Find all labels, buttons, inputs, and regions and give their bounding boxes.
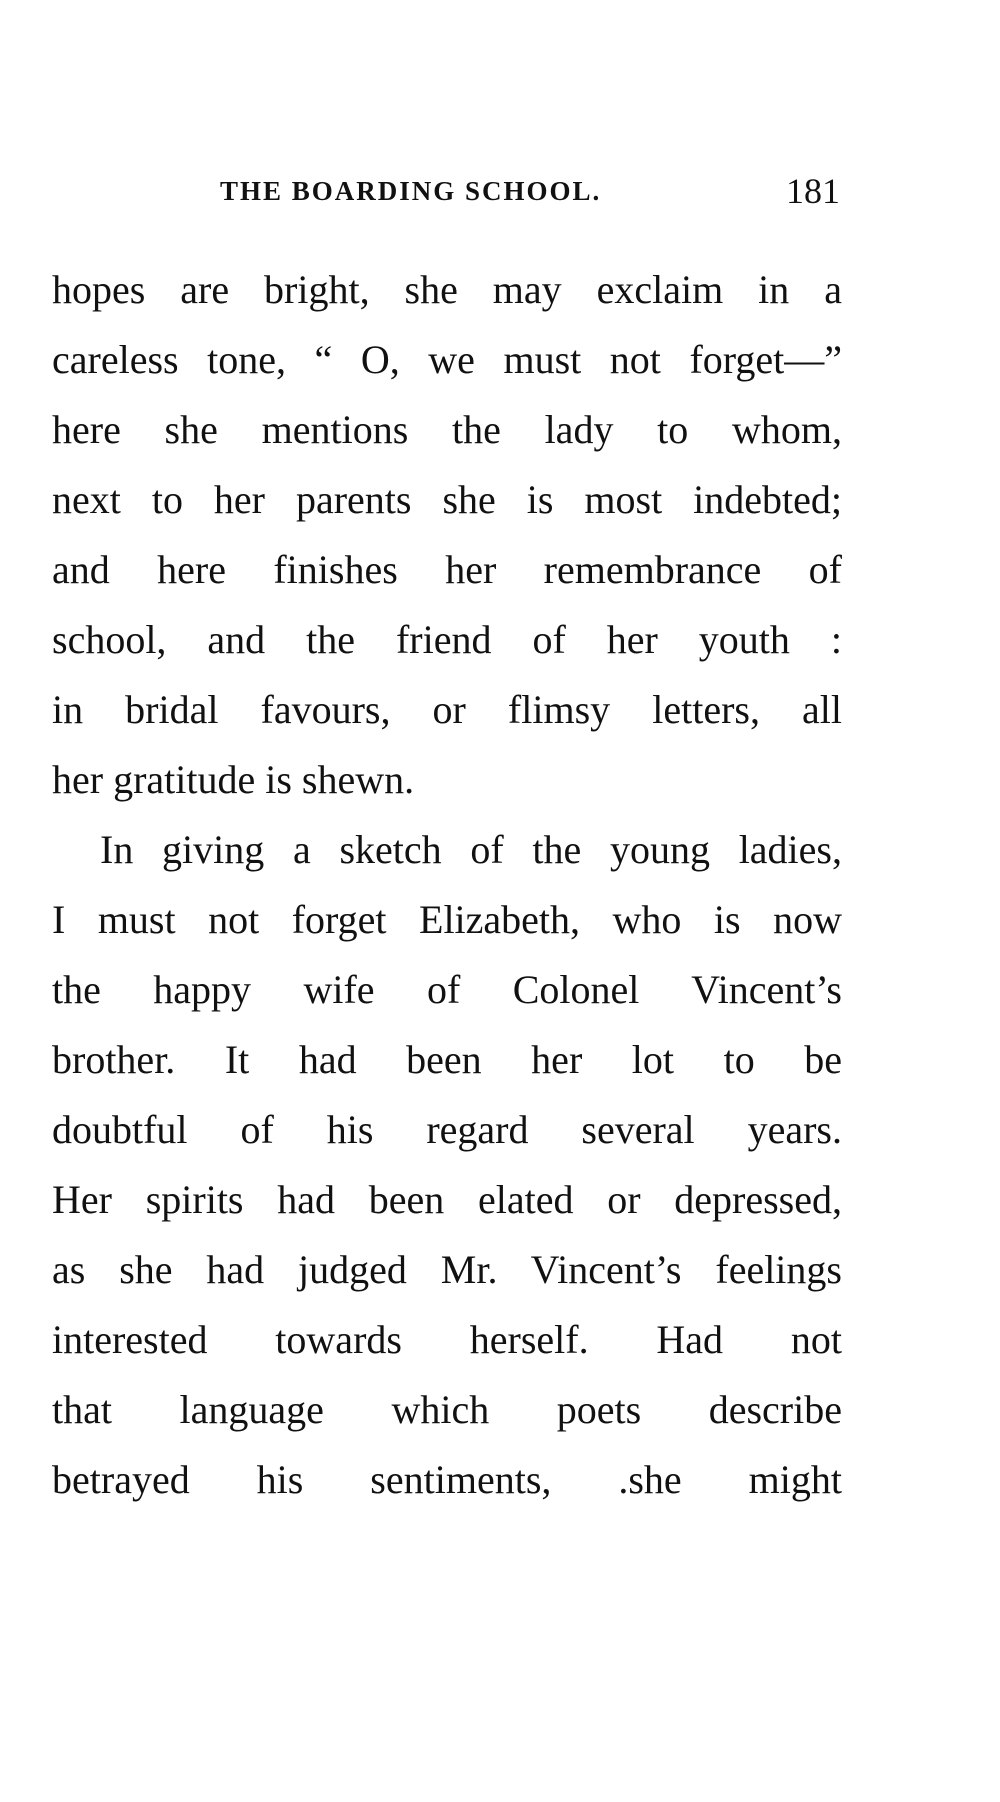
text-line: here she mentions the lady to whom, <box>52 407 842 452</box>
text-line: careless tone, “ O, we must not forget—” <box>52 337 842 382</box>
text-line: I must not forget Elizabeth, who is now <box>52 897 842 942</box>
text-line: interested towards herself. Had not <box>52 1317 842 1362</box>
text-line: hopes are bright, she may exclaim in a <box>52 267 842 312</box>
text-line: brother. It had been her lot to be <box>52 1037 842 1082</box>
text-line: as she had judged Mr. Vincent’s feelings <box>52 1247 842 1292</box>
body-text <box>52 255 842 1515</box>
running-title: THE BOARDING SCHOOL. <box>220 176 602 206</box>
text-line: that language which poets describe <box>52 1387 842 1432</box>
text-line: school, and the friend of her youth : <box>52 617 842 662</box>
text-line: In giving a sketch of the young ladies, <box>100 827 842 872</box>
text-line: next to her parents she is most indebted; <box>52 477 842 522</box>
text-line: Her spirits had been elated or depressed, <box>52 1177 842 1222</box>
paragraph <box>52 255 842 815</box>
paragraph <box>52 815 842 1515</box>
text-line: doubtful of his regard several years. <box>52 1107 842 1152</box>
text-line: in bridal favours, or flimsy letters, all <box>52 687 842 732</box>
text-line: betrayed his sentiments, .she might <box>52 1457 842 1502</box>
text-line: and here finishes her remembrance of <box>52 547 842 592</box>
running-head <box>220 170 840 220</box>
page-number: 181 <box>786 171 840 211</box>
text-line: the happy wife of Colonel Vincent’s <box>52 967 842 1012</box>
text-line: her gratitude is shewn. <box>52 757 415 802</box>
